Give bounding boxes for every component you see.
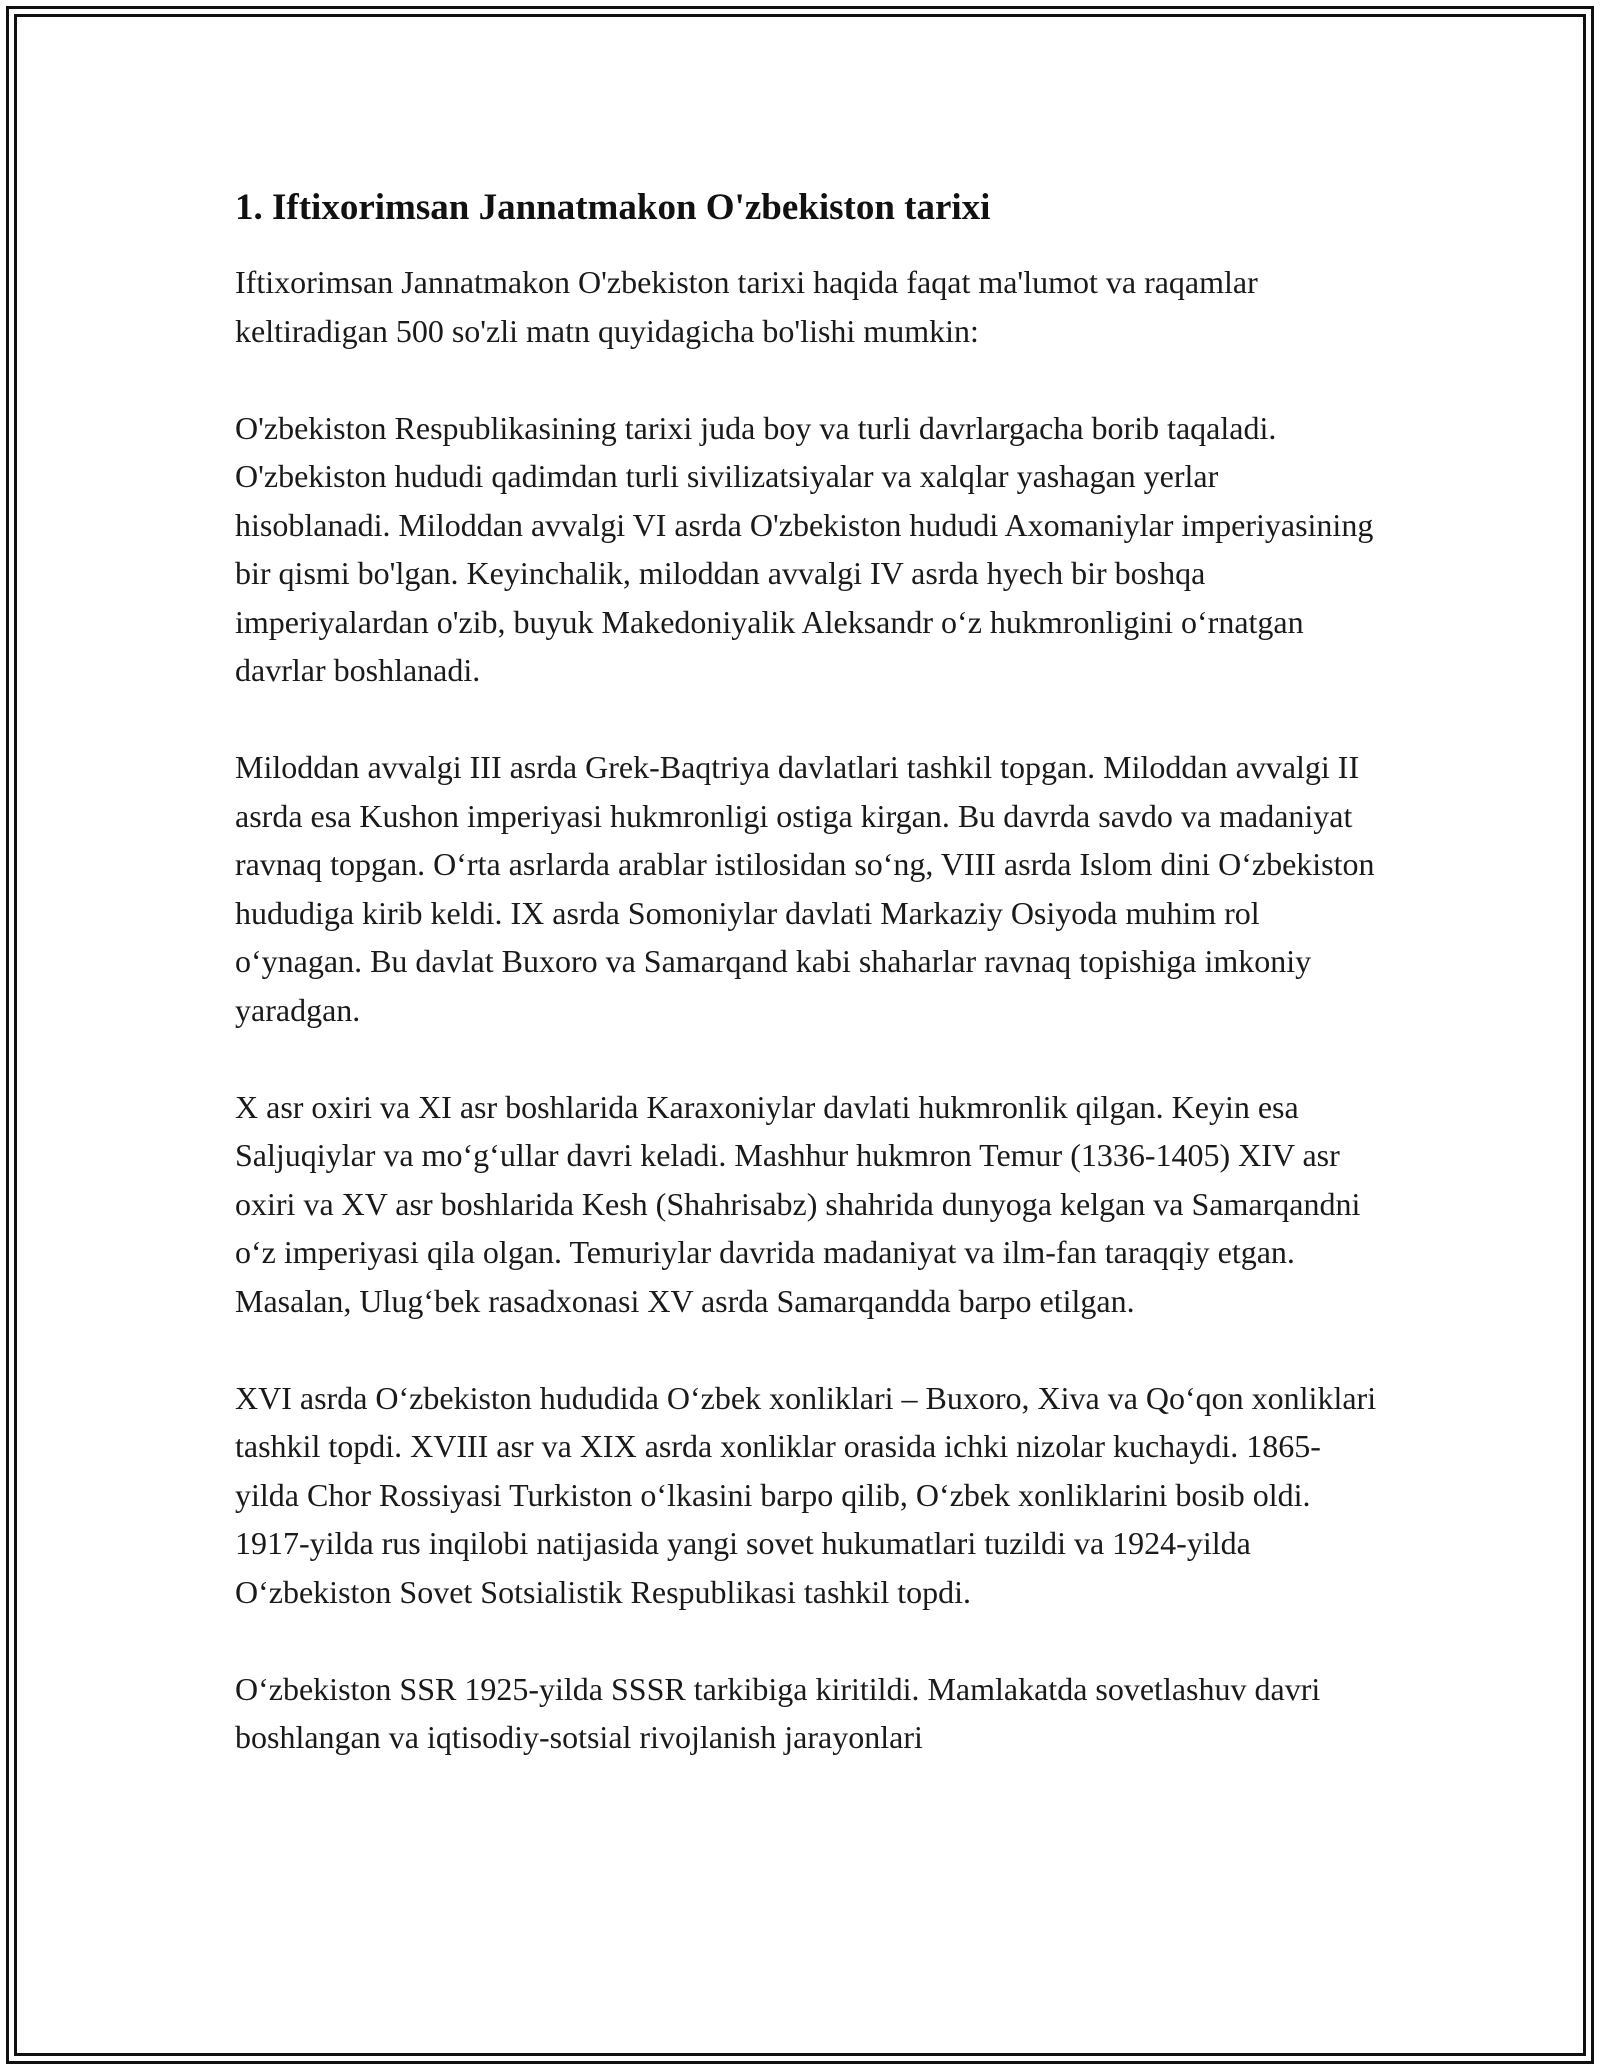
document-title: 1. Iftixorimsan Jannatmakon O'zbekiston tarixi [235, 187, 991, 228]
document-body [235, 185, 1380, 1762]
paragraph-ancient-history: O'zbekiston Respublikasining tarixi juda boy va turli davrlargacha borib taqaladi. O'zbekiston hududi qadimdan turli sivilizatsiyalar va xalqlar yashagan yerlar hisoblanadi. Miloddan avvalgi VI asrda O'zbekiston hududi Axomaniylar imperiyasining bir qismi bo'lgan. Keyinchalik, miloddan avvalgi IV asrda hyech bir boshqa imperiyalardan o'zib, buyuk Makedoniyalik Aleksandr o‘z hukmronligini o‘rnatgan davrlar boshlanadi. [235, 409, 1374, 688]
paragraph-khanates-era: XVI asrda O‘zbekiston hududida O‘zbek xonliklari – Buxoro, Xiva va Qo‘qon xonliklari tashkil topdi. XVIII asr va XIX asrda xonliklar orasida ichki nizolar kuchaydi. 1865-yilda Chor Rossiyasi Turkiston o‘lkasini barpo qilib, O‘zbek xonliklarini bosib oldi. 1917-yilda rus inqilobi natijasida yangi sovet hukumatlari tuzildi va 1924-yilda O‘zbekiston Sovet Sotsialistik Respublikasi tashkil topdi. [235, 1379, 1377, 1610]
paragraph-intro: Iftixorimsan Jannatmakon O'zbekiston tarixi haqida faqat ma'lumot va raqamlar keltiradigan 500 so'zli matn quyidagicha bo'lishi mumkin: [235, 264, 1258, 349]
paragraph-timurid-era: X asr oxiri va XI asr boshlarida Karaxoniylar davlati hukmronlik qilgan. Keyin esa Saljuqiylar va mo‘g‘ullar davri keladi. Mashhur hukmron Temur (1336-1405) XIV asr oxiri va XV asr boshlarida Kesh (Shahrisabz) shahrida dunyoga kelgan va Samarqandni o‘z imperiyasi qila olgan. Temuriylar davrida madaniyat va ilm-fan taraqqiy etgan. Masalan, Ulug‘bek rasadxonasi XV asrda Samarqandda barpo etilgan. [235, 1088, 1361, 1319]
paragraph-soviet-era: O‘zbekiston SSR 1925-yilda SSSR tarkibiga kiritildi. Mamlakatda sovetlashuv davri boshlangan va iqtisodiy-sotsial rivojlanish jarayonlari [235, 1670, 1321, 1755]
paragraph-medieval-history: Miloddan avvalgi III asrda Grek-Baqtriya davlatlari tashkil topgan. Miloddan avvalgi II asrda esa Kushon imperiyasi hukmronligi ostiga kirgan. Bu davrda savdo va madaniyat ravnaq topgan. O‘rta asrlarda arablar istilosidan so‘ng, VIII asrda Islom dini O‘zbekiston hududiga kirib keldi. IX asrda Somoniylar davlati Markaziy Osiyoda muhim rol o‘ynagan. Bu davlat Buxoro va Samarqand kabi shaharlar ravnaq topishiga imkoniy yaradgan. [235, 749, 1375, 1028]
